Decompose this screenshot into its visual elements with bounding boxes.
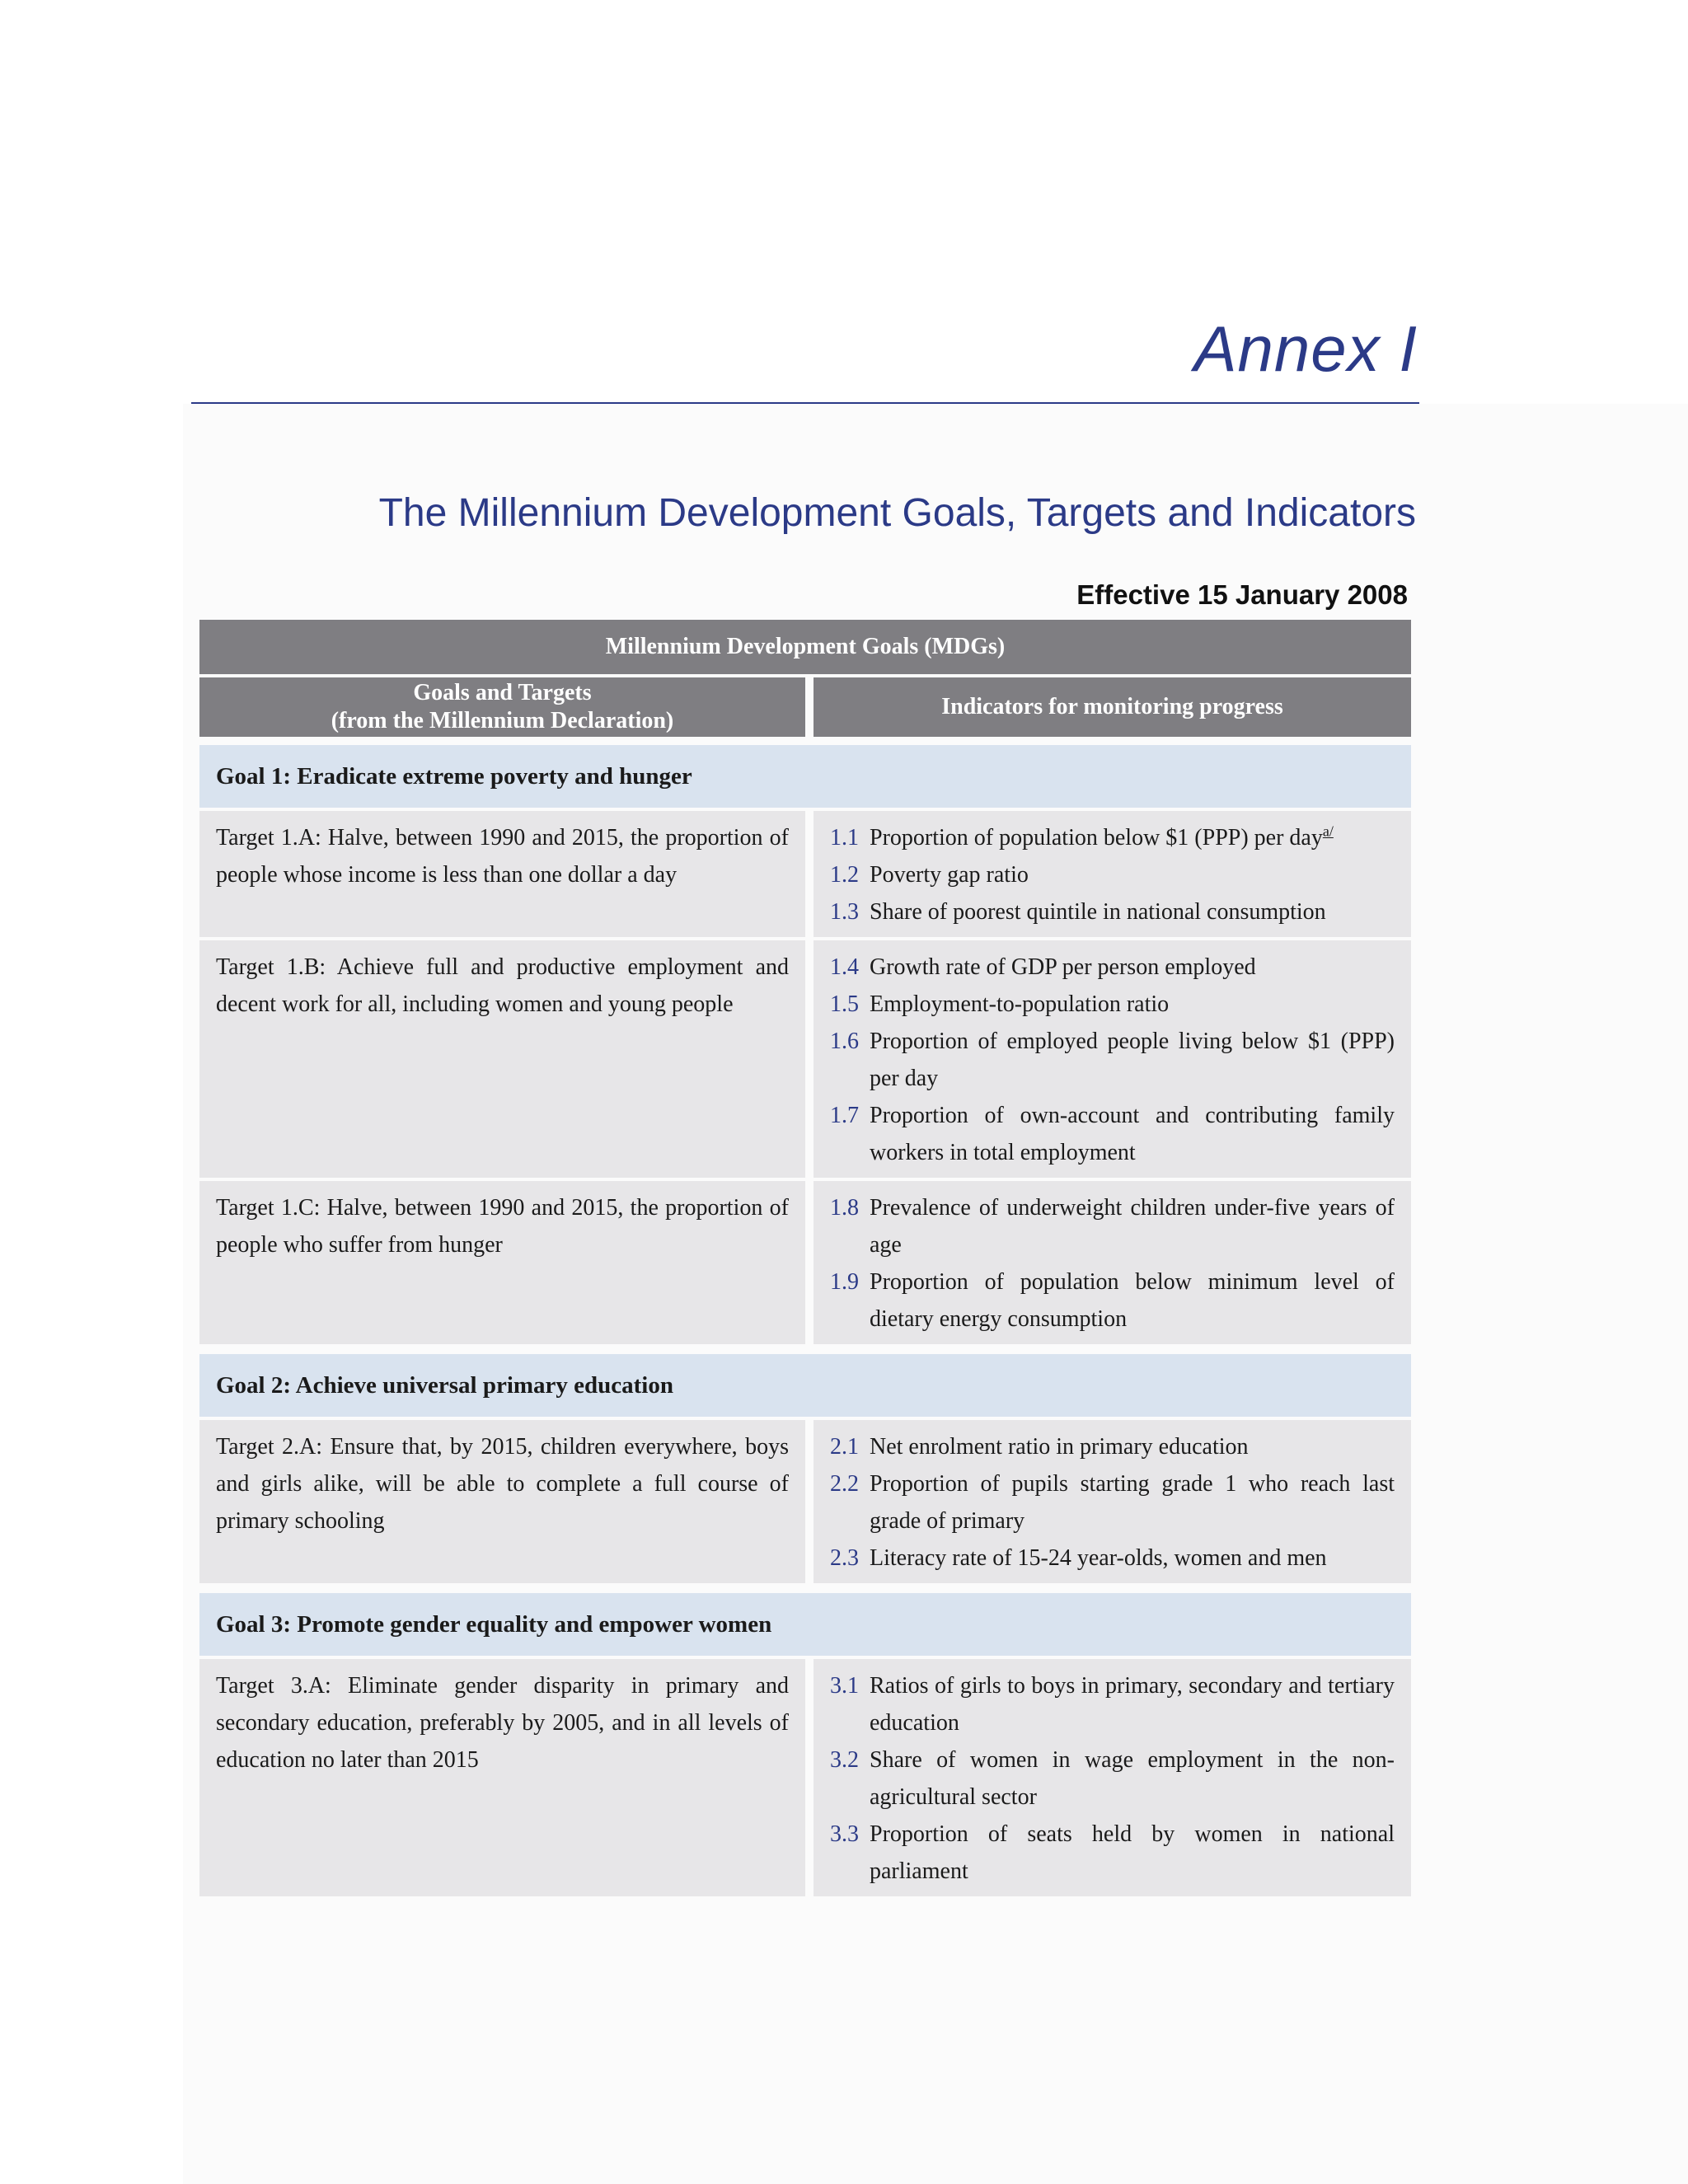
indicator-text: Share of poorest quintile in national consumption [870,899,1326,925]
target-cell-1b: Target 1.B: Achieve full and productive employment and decent work for all, including women and young people [199,940,805,1178]
indicator-text: Growth rate of GDP per person employed [870,954,1256,980]
indicator-number: 1.9 [830,1269,859,1295]
indicator-number: 3.2 [830,1747,859,1773]
goal-row-1: Goal 1: Eradicate extreme poverty and hunger [199,745,1411,808]
indicator-item [830,856,1395,893]
indicator-item [830,949,1395,986]
indicator-text: Share of women in wage employment in the non-agricultural sector [870,1747,1395,1810]
indicator-number: 2.2 [830,1471,859,1497]
indicator-item [830,1428,1395,1465]
indicator-number: 1.1 [830,825,859,851]
indicator-item [830,1465,1395,1540]
indicator-item [830,1023,1395,1097]
indicator-number: 1.4 [830,954,859,980]
indicator-text: Proportion of own-account and contributing family workers in total employment [870,1103,1395,1165]
indicator-text [870,819,1395,856]
indicator-item [830,1667,1395,1741]
footnote-marker: a/ [1322,823,1334,840]
indicator-cell-1c [814,1181,1411,1344]
target-row-2a [199,1420,1411,1583]
indicator-item [830,1263,1395,1338]
annex-title: Annex I [1193,312,1418,385]
indicator-text: Poverty gap ratio [870,862,1029,888]
target-cell-2a: Target 2.A: Ensure that, by 2015, children everywhere, boys and girls alike, will be able to complete a full course of primary schooling [199,1420,805,1583]
indicator-text: Ratios of girls to boys in primary, secondary and tertiary education [870,1673,1395,1736]
indicator-text: Employment-to-population ratio [870,991,1170,1017]
indicator-number: 2.3 [830,1545,859,1571]
indicator-text: Literacy rate of 15-24 year-olds, women and men [870,1545,1327,1571]
title-rule [191,402,1419,404]
indicator-text: Net enrolment ratio in primary education [870,1434,1249,1460]
target-row-1a [199,811,1411,937]
target-cell-1a: Target 1.A: Halve, between 1990 and 2015, the proportion of people whose income is less than one dollar a day [199,811,805,937]
indicator-cell-2a [814,1420,1411,1583]
indicator-number: 2.1 [830,1434,859,1460]
table-main-header: Millennium Development Goals (MDGs) [199,620,1411,674]
column-header-goals-line1: Goals and Targets [413,680,592,705]
target-cell-3a: Target 3.A: Eliminate gender disparity in primary and secondary education, preferably by 2005, and in all levels of education no later than 2015 [199,1659,805,1896]
indicator-item [830,1189,1395,1263]
indicator-number: 1.7 [830,1103,859,1128]
indicator-number: 1.6 [830,1029,859,1054]
indicator-cell-3a [814,1659,1411,1896]
indicator-text: Proportion of employed people living below $1 (PPP) per day [870,1029,1395,1091]
indicator-number: 1.8 [830,1195,859,1221]
indicator-number: 3.1 [830,1673,859,1699]
indicator-text: Proportion of seats held by women in national parliament [870,1821,1395,1884]
table-column-headers [199,677,1411,737]
indicator-text-main: Proportion of population below $1 (PPP) per day [870,825,1323,851]
indicator-number: 3.3 [830,1821,859,1847]
indicator-text: Proportion of population below minimum level of dietary energy consumption [870,1269,1395,1332]
document-title: The Millennium Development Goals, Targets and Indicators [378,491,1416,535]
indicator-item [830,1540,1395,1577]
indicator-item [830,1741,1395,1816]
column-header-indicators: Indicators for monitoring progress [814,677,1411,737]
indicator-cell-1a [814,811,1411,937]
indicator-item [830,819,1395,856]
column-header-goals [199,677,805,737]
goal-row-3: Goal 3: Promote gender equality and empower women [199,1593,1411,1656]
target-row-1c [199,1181,1411,1344]
target-cell-1c: Target 1.C: Halve, between 1990 and 2015, the proportion of people who suffer from hunger [199,1181,805,1344]
target-row-3a [199,1659,1411,1896]
indicator-number: 1.2 [830,862,859,888]
effective-date: Effective 15 January 2008 [1076,579,1408,610]
indicator-item [830,893,1395,930]
indicator-number: 1.3 [830,899,859,925]
indicator-item [830,1816,1395,1890]
indicator-text: Proportion of pupils starting grade 1 who reach last grade of primary [870,1471,1395,1534]
column-header-goals-line2: (from the Millennium Declaration) [331,708,674,733]
indicator-item [830,1097,1395,1171]
target-row-1b [199,940,1411,1178]
mdg-table [199,620,1411,1900]
indicator-text: Prevalence of underweight children under-five years of age [870,1195,1395,1258]
indicator-item [830,986,1395,1023]
goal-row-2: Goal 2: Achieve universal primary education [199,1354,1411,1417]
indicator-number: 1.5 [830,991,859,1017]
indicator-cell-1b [814,940,1411,1178]
